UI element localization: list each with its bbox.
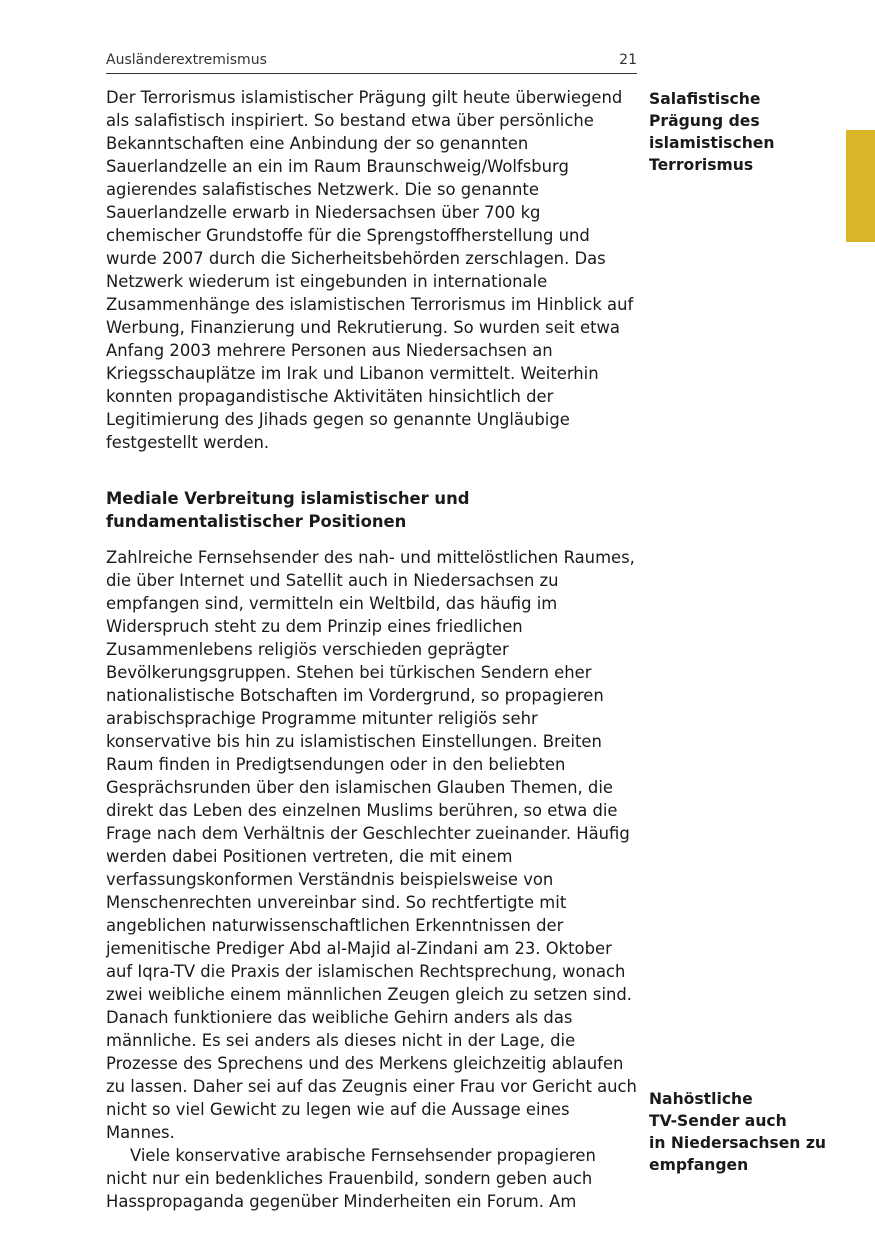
body-paragraph: Viele konservative arabische Fernsehsender propagieren nicht nur ein bedenkliches Frauenbild, sondern geben auch Hasspropaganda gegenüber Minderheiten ein Forum. Am [106, 1146, 596, 1211]
section-title: Ausländerextremismus [106, 52, 267, 68]
margin-note-line: Salafistische [649, 90, 761, 108]
margin-note-line: in Niedersachsen zu [649, 1134, 826, 1152]
section-subheading: Mediale Verbreitung islamistischer und fundamentalistischer Positionen [106, 489, 470, 531]
running-header [106, 51, 637, 74]
margin-note-line: islamistischen [649, 134, 775, 152]
chapter-thumb-tab [846, 130, 875, 242]
margin-note-tv-stations [649, 1088, 849, 1176]
margin-note-line: Nahöstliche [649, 1090, 753, 1108]
main-text-column [106, 86, 640, 1213]
body-paragraph: Zahlreiche Fernsehsender des nah- und mittelöstlichen Raumes, die über Internet und Satellit auch in Niedersachsen zu empfangen sind, vermitteln ein Weltbild, das häufig im Widerspruch steht zu dem Prinzip eines friedlichen Zusammenlebens religiös verschieden geprägter Bevölkerungsgruppen. Stehen bei türkischen Sendern eher nationalistische Botschaften im Vordergrund, so propagieren arabischsprachige Programme mitunter religiös sehr konservative bis hin zu islamistischen Einstellungen. Breiten Raum finden in Predigtsendungen oder in den beliebten Gesprächsrunden über den islamischen Glauben Themen, die direkt das Leben des einzelnen Muslims berühren, so etwa die Frage nach dem Verhältnis der Geschlechter zueinander. Häufig werden dabei Positionen vertreten, die mit einem verfassungskonformen Verständnis beispielsweise von Menschenrechten unvereinbar sind. So rechtfertigte mit angeblichen naturwissenschaftlichen Erkenntnissen der jemenitische Prediger Abd al-Majid al-Zindani am 23. Oktober auf Iqra-TV die Praxis der islamischen Rechtsprechung, wonach zwei weibliche einem männlichen Zeugen gleich zu setzen sind. Danach funktioniere das weibliche Gehirn anders als das männliche. Es sei anders als dieses nicht in der Lage, die Prozesse des Sprechens und des Merkens gleichzeitig ablaufen zu lassen. Daher sei auf das Zeugnis einer Frau vor Gericht auch nicht so viel Gewicht zu legen wie auf die Aussage eines Mannes. [106, 548, 637, 1142]
margin-note-line: empfangen [649, 1156, 749, 1174]
margin-note-line: TV-Sender auch [649, 1112, 787, 1130]
margin-note-salafist-terrorism [649, 88, 849, 176]
margin-note-line: Terrorismus [649, 156, 754, 174]
page-number: 21 [619, 52, 637, 68]
margin-note-line: Prägung des [649, 112, 760, 130]
body-paragraph: Der Terrorismus islamistischer Prägung gilt heute überwiegend als salafistisch inspiriert. So bestand etwa über persönliche Bekanntschaften eine Anbindung der so genannten Sauerlandzelle an ein im Raum Braunschweig/Wolfsburg agierendes salafistisches Netzwerk. Die so genannte Sauerlandzelle erwarb in Niedersachsen über 700 kg chemischer Grundstoffe für die Sprengstoffherstellung und wurde 2007 durch die Sicherheitsbehörden zerschlagen. Das Netzwerk wiederum ist eingebunden in internationale Zusammenhänge des islamistischen Terrorismus im Hinblick auf Werbung, Finanzierung und Rekrutierung. So wurden seit etwa Anfang 2003 mehrere Personen aus Niedersachsen an Kriegsschauplätze im Irak und Libanon vermittelt. Weiterhin konnten propagandistische Aktivitäten hinsichtlich der Legitimierung des Jihads gegen so genannte Ungläubige festgestellt werden. [106, 88, 634, 452]
